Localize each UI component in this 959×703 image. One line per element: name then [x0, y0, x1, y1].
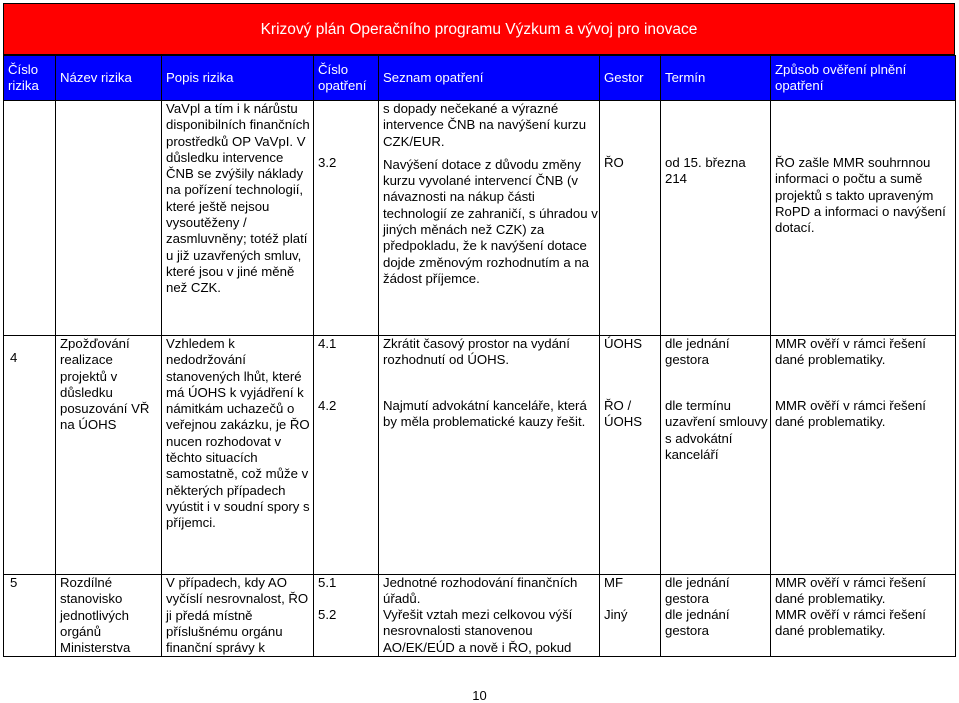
risk-number-cell	[4, 336, 56, 575]
header-popis-rizika: Popis rizika	[162, 56, 314, 101]
verification-cell	[771, 336, 956, 575]
measure-number-cell	[314, 336, 379, 575]
risk-number-cell	[4, 575, 56, 657]
header-row	[4, 56, 956, 101]
table-row	[4, 575, 956, 657]
gestor-value: Jiný	[604, 607, 628, 622]
measure-text: Vyřešit vztah mezi celkovou výší nesrovnalosti stanovenou AO/EK/EÚD a nově i ŘO, pokud	[383, 607, 573, 655]
verification-cell	[771, 575, 956, 657]
measure-text-cell	[379, 101, 600, 336]
table-row	[4, 101, 956, 336]
gestor-cell	[600, 575, 661, 657]
risk-name-cell	[56, 336, 162, 575]
gestor-value: ÚOHS	[604, 336, 643, 351]
risk-name-cell	[56, 101, 162, 336]
measure-text: Jednotné rozhodování finančních úřadů.	[383, 575, 578, 607]
risk-description-cell	[162, 336, 314, 575]
gestor-value: MF	[604, 575, 624, 590]
risk-name-cell	[56, 575, 162, 657]
termin-cell	[661, 336, 771, 575]
verification-value: MMR ověří v rámci řešení dané problematiky.	[775, 575, 926, 607]
termin-cell	[661, 101, 771, 336]
header-cislo-rizika: Číslo rizika	[4, 56, 56, 101]
termin-value: dle termínu uzavření smlouvy s advokátní kanceláří	[665, 398, 768, 462]
page-number: 10	[472, 688, 487, 703]
table-row	[4, 336, 956, 575]
measure-text: Zkrátit časový prostor na vydání rozhodnutí od ÚOHS.	[383, 336, 570, 368]
crisis-plan-table	[3, 55, 956, 657]
measure-number: 3.2	[318, 155, 337, 170]
termin-value: od 15. března 214	[665, 155, 746, 187]
verification-cell	[771, 101, 956, 336]
termin-cell	[661, 575, 771, 657]
verification-value: MMR ověří v rámci řešení dané problematiky.	[775, 336, 926, 368]
termin-value: dle jednání gestora	[665, 607, 730, 639]
measure-number-cell	[314, 101, 379, 336]
measure-text: Najmutí advokátní kanceláře, která by měla problematické kauzy řešit.	[383, 398, 587, 430]
header-gestor: Gestor	[600, 56, 661, 101]
termin-value: dle jednání gestora	[665, 575, 730, 607]
measure-number: 4.2	[318, 398, 337, 414]
title-bar	[3, 3, 955, 55]
header-termin: Termín	[661, 56, 771, 101]
risk-description: Vzhledem k nedodržování stanovených lhůt, které má ÚOHS k vyjádření k námitkám uchazečů o veřejnou zakázku, je ŘO nucen rozhodovat v těchto situacích samostatně, což může v některých případech vyústit i v soudní spory s příjemci.	[166, 336, 310, 531]
measure-text-cell	[379, 575, 600, 657]
measure-number: 5.2	[318, 607, 337, 622]
verification-value: ŘO zašle MMR souhrnnou informaci o počtu a sumě projektů s takto upraveným RoPD a informaci o navýšení dotací.	[775, 155, 946, 236]
verification-value: MMR ověří v rámci řešení dané problematiky.	[775, 398, 926, 430]
termin-value: dle jednání gestora	[665, 336, 730, 368]
risk-description: VaVpl a tím i k nárůstu disponibilních finančních prostředků OP VaVpI. V důsledku intervence ČNB se zvýšily náklady na pořízení technologií, které ještě nejsou vysoutěženy / zasmluvněny; totéž platí u již uzavřených smluv, které jsou v jiné měně než CZK.	[166, 101, 310, 296]
gestor-cell	[600, 101, 661, 336]
measure-number-cell	[314, 575, 379, 657]
risk-name: Rozdílné stanovisko jednotlivých orgánů Ministerstva	[60, 575, 131, 656]
gestor-cell	[600, 336, 661, 575]
header-zpusob-overeni: Způsob ověření plnění opatření	[771, 56, 956, 101]
risk-number: 5	[10, 575, 18, 590]
measure-text-continued: s dopady nečekané a výrazné intervence ČNB na navýšení kurzu CZK/EUR.	[383, 101, 587, 149]
risk-number: 4	[10, 350, 18, 365]
verification-value: MMR ověří v rámci řešení dané problematiky.	[775, 607, 926, 639]
risk-name: Zpožďování realizace projektů v důsledku posuzování VŘ na ÚOHS	[60, 336, 150, 433]
gestor-value: ŘO	[604, 155, 624, 170]
risk-description-cell	[162, 101, 314, 336]
measure-number: 4.1	[318, 336, 337, 351]
measure-text: Navýšení dotace z důvodu změny kurzu vyvolané intervencí ČNB (v návaznosti na nákup části technologií ze zahraničí, s úhradou v jiných měnách než CZK) za předpokladu, že k navýšení dotace dojde změnovým rozhodnutím a na žádost příjemce.	[383, 156, 598, 286]
header-nazev-rizika: Název rizika	[56, 56, 162, 101]
risk-number-cell	[4, 101, 56, 336]
measure-number: 5.1	[318, 575, 337, 590]
header-seznam-opatreni: Seznam opatření	[379, 56, 600, 101]
risk-description: V případech, kdy AO vyčíslí nesrovnalost, ŘO ji předá místně příslušnému orgánu finanční správy k	[166, 575, 309, 656]
document-title: Krizový plán Operačního programu Výzkum a vývoj pro inovace	[260, 21, 698, 38]
measure-text-cell	[379, 336, 600, 575]
header-cislo-opatreni: Číslo opatření	[314, 56, 379, 101]
gestor-value: ŘO / ÚOHS	[604, 398, 643, 430]
risk-description-cell	[162, 575, 314, 657]
